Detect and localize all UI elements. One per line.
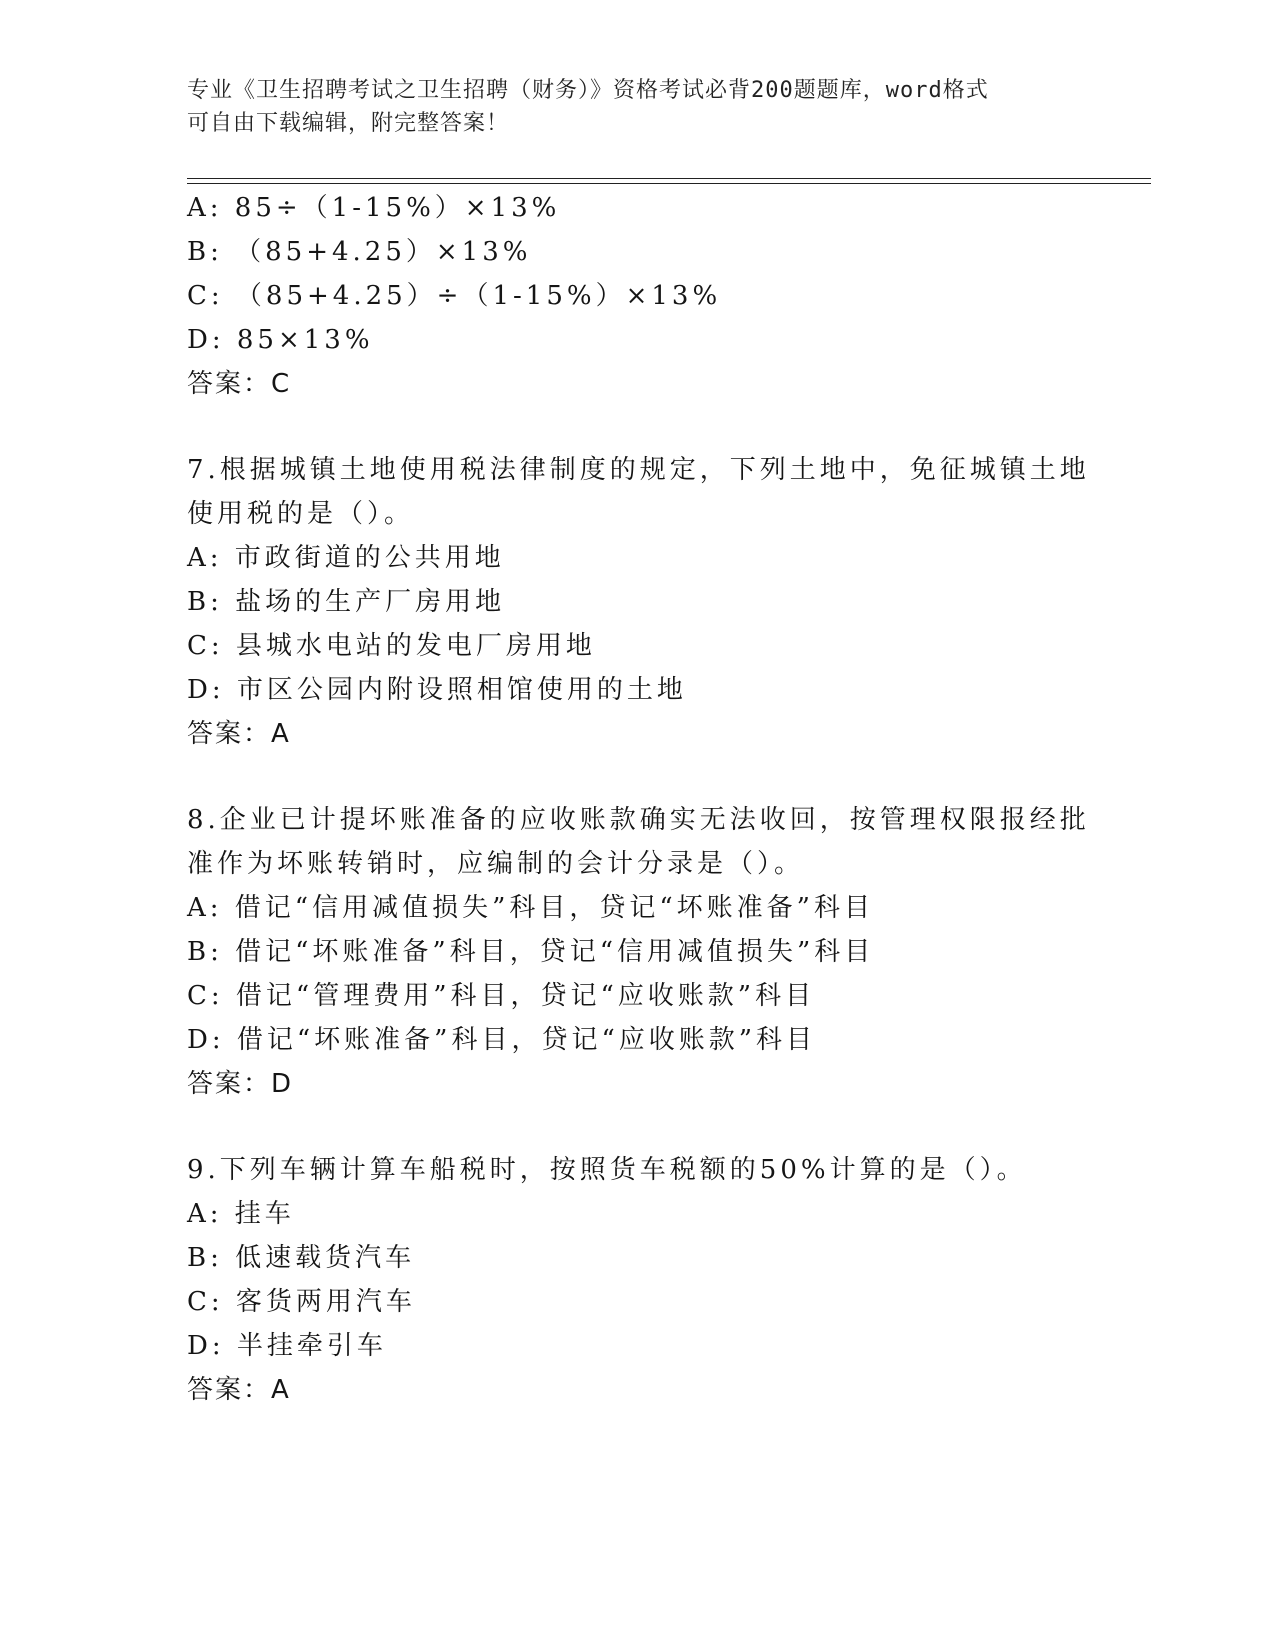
option-b: B: （85+4.25）×13%: [187, 237, 532, 267]
option-b: B: 借记“坏账准备”科目，贷记“信用减值损失”科目: [187, 937, 875, 967]
option-a: A: 85÷（1-15%）×13%: [187, 193, 561, 223]
answer-line: 答案：A: [187, 719, 291, 749]
option-b: B: 盐场的生产厂房用地: [187, 587, 506, 617]
question-stem: 准作为坏账转销时，应编制的会计分录是（）。: [187, 849, 805, 879]
option-d: D: 借记“坏账准备”科目，贷记“应收账款”科目: [187, 1025, 817, 1055]
option-b: B: 低速载货汽车: [187, 1243, 416, 1273]
option-c: C: 客货两用汽车: [187, 1287, 416, 1317]
header-title-line-1: 专业《卫生招聘考试之卫生招聘（财务）》资格考试必背200题题库，word格式: [187, 78, 989, 103]
header-divider-bottom: [187, 183, 1151, 184]
option-d: D: 85×13%: [187, 325, 374, 355]
answer-line: 答案：C: [187, 369, 292, 399]
option-a: A: 市政街道的公共用地: [187, 543, 505, 573]
option-a: A: 借记“信用减值损失”科目，贷记“坏账准备”科目: [187, 893, 874, 923]
question-stem: 8.企业已计提坏账准备的应收账款确实无法收回，按管理权限报经批: [187, 805, 1090, 835]
option-c: C: 借记“管理费用”科目，贷记“应收账款”科目: [187, 981, 816, 1011]
question-stem: 使用税的是（）。: [187, 499, 415, 529]
option-a: A: 挂车: [187, 1199, 295, 1229]
header-title-line-2: 可自由下载编辑，附完整答案！: [187, 111, 510, 136]
option-c: C: 县城水电站的发电厂房用地: [187, 631, 596, 661]
answer-line: 答案：D: [187, 1069, 294, 1099]
option-c: C: （85+4.25）÷（1-15%）×13%: [187, 281, 722, 311]
question-stem: 9.下列车辆计算车船税时，按照货车税额的50%计算的是（）。: [187, 1155, 1027, 1185]
question-stem: 7.根据城镇土地使用税法律制度的规定，下列土地中，免征城镇土地: [187, 455, 1090, 485]
option-d: D: 市区公园内附设照相馆使用的土地: [187, 675, 687, 705]
document-header: [187, 74, 1067, 140]
answer-line: 答案：A: [187, 1375, 291, 1405]
option-d: D: 半挂牵引车: [187, 1331, 387, 1361]
header-divider-top: [187, 178, 1151, 179]
